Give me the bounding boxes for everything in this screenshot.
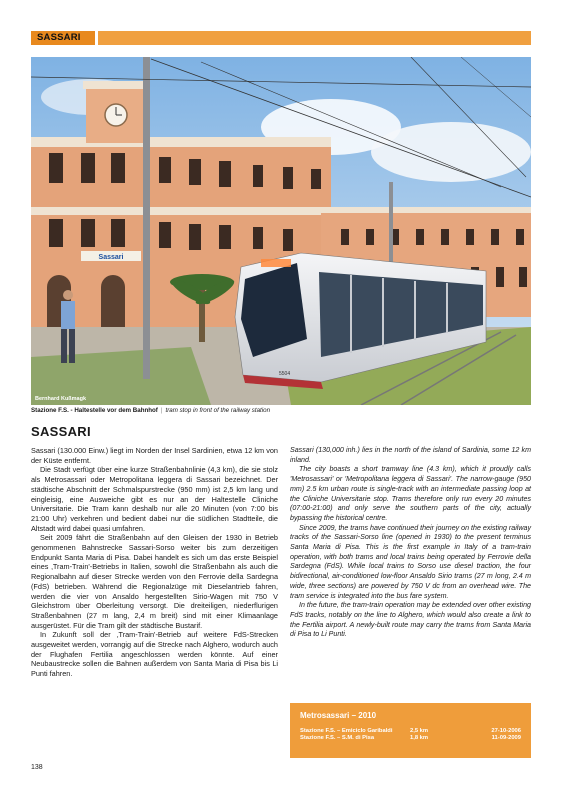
info-box-title: Metrosassari – 2010 xyxy=(300,711,377,720)
article-title: SASSARI xyxy=(31,424,91,439)
tram-photo xyxy=(31,57,531,405)
caption-english: tram stop in front of the railway station xyxy=(165,407,271,414)
page-number: 138 xyxy=(31,764,43,771)
photo-credit: Bernhard Kußmagk xyxy=(35,396,87,402)
network-info-box xyxy=(290,703,531,758)
german-paragraph: Die Stadt verfügt über eine kurze Straßenbahnlinie (4,3 km), die sie stolz als Metrosassari oder Metropolitana leggera di Sassari bezeichnet. Der städtische Abschnitt der Schmalspurstrecke (950 mm) ist 2,5 km lang und eingleisig, eine Ausweiche gibt es nur an der Haltestelle Cliniche Universitarie. Die Tram kann deshalb nur alle 20 Minuten (von 7:00 bis 21:00 Uhr) verkehren und bedient dabei nur die südlichen Stadtteile, die Altstadt wird dabei quasi umfahren. xyxy=(31,465,278,533)
english-paragraph: The city boasts a short tramway line (4.3 km), which it proudly calls 'Metrosassari' or 'Metropolitana leggera di Sassari'. The narrow-gauge (950 mm) 2.5 km urban route is single-track with an intermediate passing loop at the Cliniche Universitarie stop. Trams therefore only run every 20 minutes (07:00-21:00) and only serve the southern parts of the city, actually bypassing the historical centre. xyxy=(290,465,531,522)
info-row xyxy=(300,728,521,735)
english-paragraph: In the future, the tram-train operation may be extended over other existing FdS tracks, notably on the line to Alghero, which would also create a link to the Fertilia airport. A newly-built route may carry the trams from Santa Maria di Pisa to Li Punti. xyxy=(290,601,531,639)
german-paragraph: In Zukunft soll der ‚Tram-Train'-Betrieb auf weitere FdS-Strecken ausgeweitet werden, vorrangig auf die Strecke nach Alghero, wodurch auch der Flughafen Fertilia angeschlossen werden könnte. Auf einer Neubaustrecke sollen die Bahnen außerdem von Santa Maria di Pisa bis Li Punti fahren. xyxy=(31,630,278,679)
german-paragraph: Seit 2009 fährt die Straßenbahn auf den Gleisen der 1930 in Betrieb genommenen Bahnstrecke Sassari-Sorso weiter bis zum derzeitigen Endpunkt Santa Maria di Pisa. Dabei handelt es sich um das erste Beispiel eines ‚Tram-Train'-Betriebs in Italien, sowohl die Straßenbahn als auch die Regionalbahn auf dieser Strecke werden von den Ferrovie della Sardegna (FdS) betrieben. Während die Regionalzüge mit Dieselantrieb fahren, werden die vier von Ansaldo hergestellten Sirio-Wagen mit 750 V Gleichstrom über Oberleitung versorgt. Die dreiteiligen, niederflurigen Straßenbahnen (27 m lang, 2,4 m breit) sind mit einer Klimaanlage ausgerüstet. Für die Tram gilt der städtische Bustarif. xyxy=(31,533,278,630)
english-text-column xyxy=(290,446,531,640)
info-route: Stazione F.S. – Emiciclo Garibaldi xyxy=(300,728,393,734)
info-length: 2,5 km xyxy=(410,728,429,734)
info-length: 1,8 km xyxy=(410,735,429,741)
info-row xyxy=(300,735,521,742)
station-sign: Sassari xyxy=(98,254,124,261)
info-date: 27-10-2006 xyxy=(491,728,521,734)
info-route: Stazione F.S. – S.M. di Pisa xyxy=(300,735,375,741)
section-label: SASSARI xyxy=(31,31,95,45)
caption-separator: | xyxy=(160,407,163,414)
english-paragraph: Sassari (130,000 inh.) lies in the north of the island of Sardinia, some 12 km inland. xyxy=(290,446,531,464)
section-header xyxy=(31,31,531,45)
german-text-column xyxy=(31,446,278,679)
tram-number: 5504 xyxy=(279,371,291,377)
header-accent-bar xyxy=(98,31,531,45)
info-date: 11-09-2009 xyxy=(491,735,521,741)
caption-german: Stazione F.S. - Haltestelle vor dem Bahnhof xyxy=(31,407,158,414)
english-paragraph: Since 2009, the trams have continued their journey on the existing railway tracks of the Sassari-Sorso line (opened in 1930) to the present terminus Santa Maria di Pisa. This is the first example in Italy of a tram-train operation, with both trams and local trains being operated by Ferrovie della Sardegna (FdS). While local trains to Sorso use diesel traction, the four bidirectional, air-conditioned low-floor Ansaldo Sirio trams (27 m long, 2.4 m wide, three sections) are powered by 750 V dc from an overhead wire. The tram service is integrated into the bus fare system. xyxy=(290,523,531,600)
photo-caption xyxy=(31,407,531,415)
german-paragraph: Sassari (130.000 Einw.) liegt im Norden der Insel Sardinien, etwa 12 km von der Küste entfernt. xyxy=(31,446,278,465)
